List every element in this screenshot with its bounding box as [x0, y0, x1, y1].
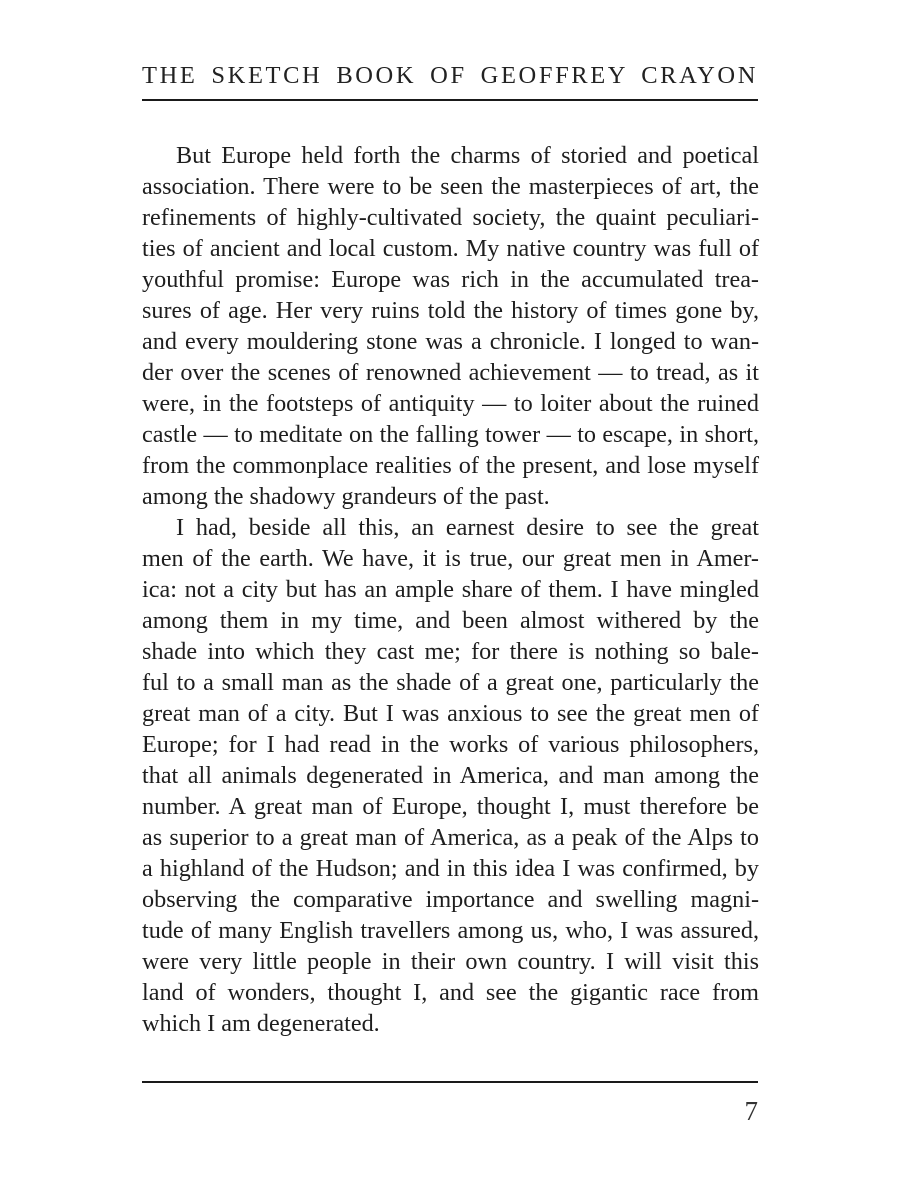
text-line: number. A great man of Europe, thought I, must therefore be — [142, 793, 759, 820]
paragraph-1 — [142, 140, 759, 512]
running-head-title: THE SKETCH BOOK OF GEOFFREY CRAYON — [142, 62, 758, 89]
text-line: among them in my time, and been almost withered by the — [142, 607, 759, 634]
text-line: der over the scenes of renowned achievement — to tread, as it — [142, 359, 759, 386]
text-line: among the shadowy grandeurs of the past. — [142, 483, 550, 510]
text-line: observing the comparative importance and swelling magni- — [142, 886, 759, 913]
header-rule — [142, 99, 758, 101]
text-line: were very little people in their own country. I will visit this — [142, 948, 759, 975]
text-line: refinements of highly-cultivated society, the quaint peculiari- — [142, 204, 759, 231]
text-line: castle — to meditate on the falling tower — to escape, in short, — [142, 421, 759, 448]
paragraph-2 — [142, 512, 759, 1039]
text-line: land of wonders, thought I, and see the gigantic race from — [142, 979, 759, 1006]
text-line: ful to a small man as the shade of a great one, particularly the — [142, 669, 759, 696]
text-line: ties of ancient and local custom. My native country was full of — [142, 235, 759, 262]
text-line: shade into which they cast me; for there is nothing so bale- — [142, 638, 759, 665]
footer-rule — [142, 1081, 758, 1083]
text-line: that all animals degenerated in America, and man among the — [142, 762, 759, 789]
text-line: from the commonplace realities of the present, and lose myself — [142, 452, 759, 479]
text-line: and every mouldering stone was a chronicle. I longed to wan- — [142, 328, 759, 355]
text-line: But Europe held forth the charms of storied and poetical — [176, 142, 759, 169]
text-line: a highland of the Hudson; and in this idea I was confirmed, by — [142, 855, 759, 882]
text-line: Europe; for I had read in the works of various philosophers, — [142, 731, 759, 758]
text-line: association. There were to be seen the masterpieces of art, the — [142, 173, 759, 200]
text-line: youthful promise: Europe was rich in the accumulated trea- — [142, 266, 759, 293]
text-line: ica: not a city but has an ample share of them. I have mingled — [142, 576, 759, 603]
text-line: sures of age. Her very ruins told the history of times gone by, — [142, 297, 759, 324]
text-line: which I am degenerated. — [142, 1010, 380, 1037]
page-number: 7 — [744, 1096, 758, 1126]
text-line: were, in the footsteps of antiquity — to loiter about the ruined — [142, 390, 759, 417]
text-line: I had, beside all this, an earnest desire to see the great — [176, 514, 759, 541]
text-line: as superior to a great man of America, as a peak of the Alps to — [142, 824, 759, 851]
text-line: men of the earth. We have, it is true, our great men in Amer- — [142, 545, 759, 572]
text-line: tude of many English travellers among us, who, I was assured, — [142, 917, 759, 944]
text-line: great man of a city. But I was anxious to see the great men of — [142, 700, 759, 727]
body-text — [142, 140, 759, 1039]
